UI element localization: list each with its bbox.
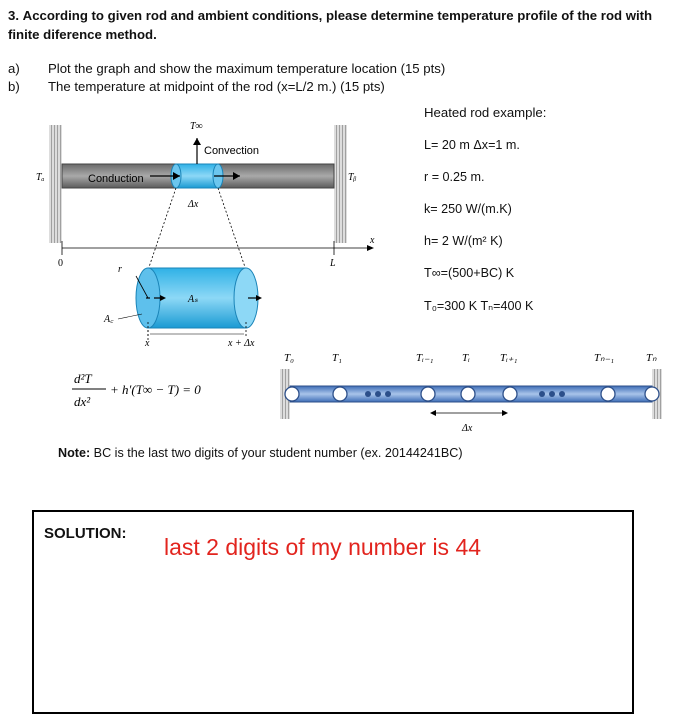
equation-rest: + h′(T∞ − T) = 0	[110, 382, 201, 397]
example-heading: Heated rod example:	[424, 105, 547, 120]
part-a-text: Plot the graph and show the maximum temperature location (15 pts)	[48, 61, 446, 76]
param-length: L= 20 m Δx=1 m.	[424, 138, 520, 152]
part-a	[8, 61, 445, 76]
solution-answer: last 2 digits of my number is 44	[164, 534, 482, 560]
node-diagram	[270, 345, 670, 440]
convection-label: Convection	[204, 145, 260, 157]
part-b-text: The temperature at midpoint of the rod (x=L/2 m.) (15 pts)	[48, 79, 385, 94]
node-label-0: T₀	[284, 352, 294, 364]
node-0	[285, 387, 299, 401]
note-label: Note:	[58, 446, 91, 460]
x-label: x	[145, 338, 150, 349]
node-label-i-1: Tᵢ₋₁	[416, 352, 434, 364]
left-wall	[49, 125, 62, 243]
node-n-1	[601, 387, 615, 401]
r-label: r	[118, 264, 122, 275]
node-i-1	[421, 387, 435, 401]
axis-L-label: L	[330, 258, 336, 269]
node-label-i+1: Tᵢ₊₁	[500, 352, 518, 364]
note	[58, 446, 463, 460]
part-a-label: a)	[8, 61, 20, 76]
part-b	[8, 79, 385, 94]
node-n	[645, 387, 659, 401]
param-boundary-temps: T₀=300 K Tₙ=400 K	[424, 299, 534, 313]
param-h: h= 2 W/(m² K)	[424, 234, 503, 248]
param-k: k= 250 W/(m.K)	[424, 202, 512, 216]
param-radius: r = 0.25 m.	[424, 170, 485, 184]
x-plus-dx-label: x + Δx	[228, 338, 255, 349]
ellipsis-dots-right	[539, 391, 565, 397]
rod-element	[176, 164, 218, 188]
as-label: Aₛ	[188, 294, 198, 305]
t-b-label: Tᵦ	[348, 172, 357, 183]
node-dx-label: Δx	[462, 423, 473, 434]
axis-zero-label: 0	[58, 258, 63, 269]
node-i	[461, 387, 475, 401]
node-circles	[285, 387, 659, 401]
note-text: BC is the last two digits of your student number (ex. 20144241BC)	[90, 446, 463, 460]
equation-denominator: dx²	[74, 394, 91, 409]
question-text: According to given rod and ambient conditions, please determine temperature profile of the rod with finite diference method.	[8, 8, 653, 42]
dx-label: Δx	[188, 199, 199, 210]
governing-equation	[70, 368, 260, 414]
node-label-i: Tᵢ	[462, 352, 470, 364]
t-inf-label: T∞	[190, 121, 203, 132]
solution-label: SOLUTION:	[44, 525, 127, 542]
ac-label: A꜀	[104, 314, 114, 325]
t-a-label: Tₐ	[36, 172, 45, 183]
node-i+1	[503, 387, 517, 401]
node-label-n-1: Tₙ₋₁	[594, 352, 615, 364]
conduction-label: Conduction	[88, 173, 144, 185]
question-title	[8, 6, 658, 44]
axis-x-label: x	[370, 235, 375, 246]
ellipsis-dots-left	[365, 391, 391, 397]
node-label-n: Tₙ	[646, 352, 657, 364]
node-label-1: T₁	[332, 352, 342, 364]
part-b-label: b)	[8, 79, 20, 94]
question-number: 3.	[8, 8, 19, 23]
right-wall	[334, 125, 347, 243]
node-1	[333, 387, 347, 401]
equation-numerator: d²T	[74, 371, 92, 386]
param-t-inf: T∞=(500+BC) K	[424, 266, 515, 280]
